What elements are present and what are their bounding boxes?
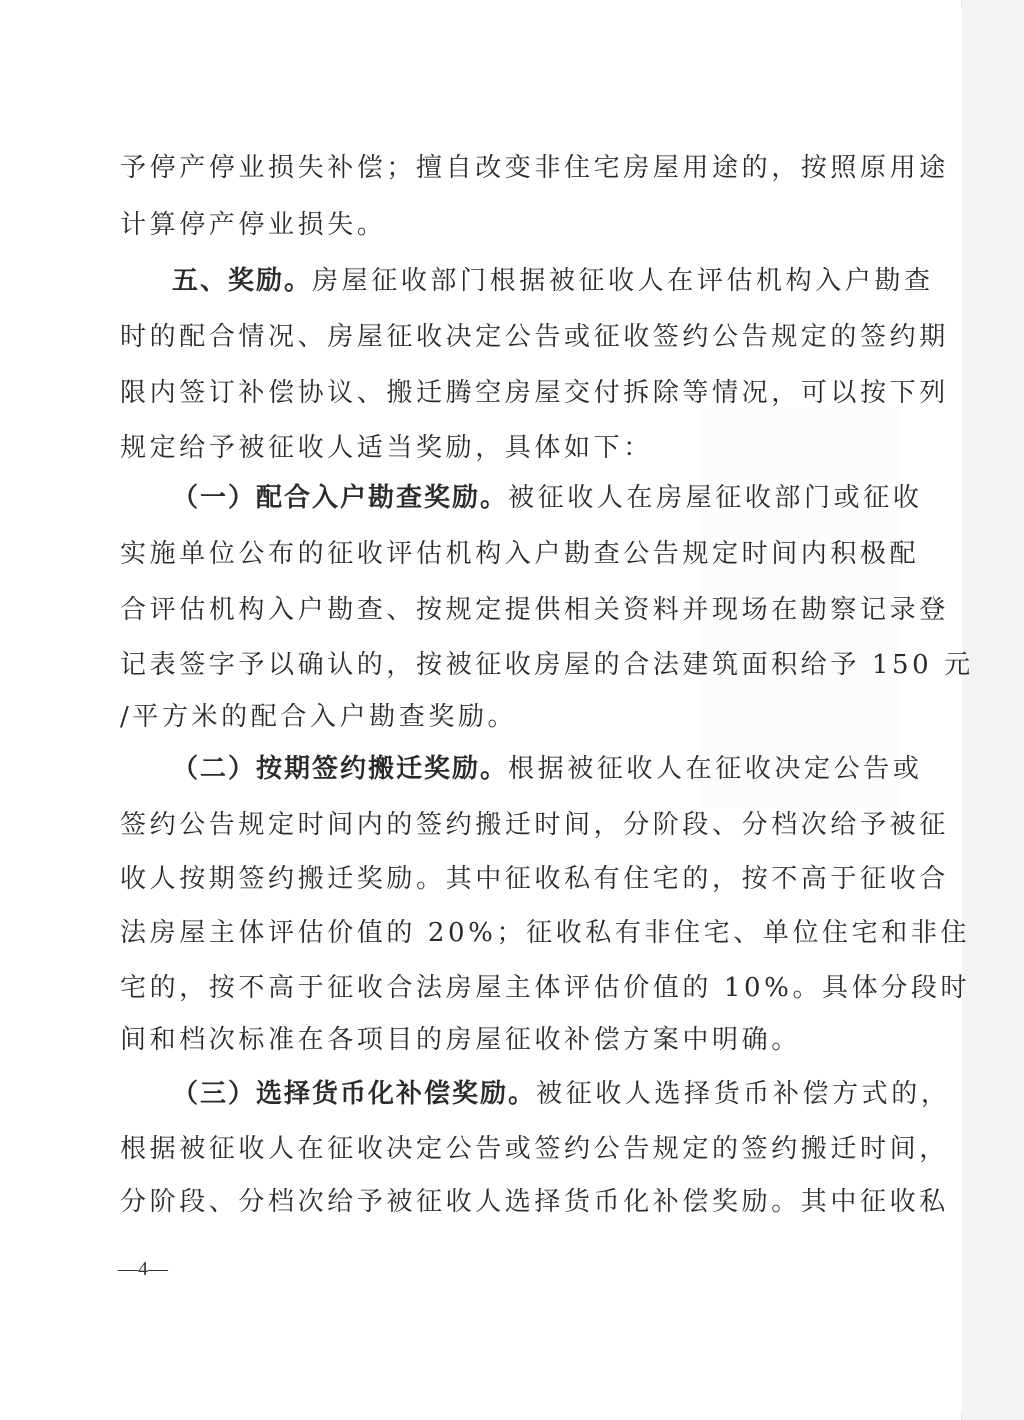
paragraph-line: 签约公告规定时间内的签约搬迁时间，分阶段、分档次给予被征: [120, 810, 949, 840]
paragraph-line: 法房屋主体评估价值的 20%；征收私有非住宅、单位住宅和非住: [120, 918, 971, 948]
subsection-heading-line: （二）按期签约搬迁奖励。根据被征收人在征收决定公告或: [172, 754, 923, 784]
paragraph-line: 间和档次标准在各项目的房屋征收补偿方案中明确。: [120, 1025, 801, 1055]
page-number: —4—: [118, 1258, 168, 1280]
paragraph-line: /平方米的配合入户勘查奖励。: [120, 702, 518, 732]
paragraph-line: 合评估机构入户勘查、按规定提供相关资料并现场在勘察记录登: [120, 595, 949, 625]
section-heading-line: 五、奖励。房屋征收部门根据被征收人在评估机构入户勘查: [172, 266, 934, 296]
page-edge: [961, 0, 1024, 1420]
subsection-heading: （三）选择货币化补偿奖励。: [172, 1079, 537, 1109]
paragraph-line: 宅的，按不高于征收合法房屋主体评估价值的 10%。具体分段时: [120, 973, 971, 1003]
paragraph-line: 予停产停业损失补偿；擅自改变非住宅房屋用途的，按照原用途: [120, 153, 949, 183]
subsection-heading: （一）配合入户勘查奖励。: [172, 483, 509, 513]
paragraph-line: 限内签订补偿协议、搬迁腾空房屋交付拆除等情况，可以按下列: [120, 378, 949, 408]
paragraph-line: 时的配合情况、房屋征收决定公告或征收签约公告规定的签约期: [120, 322, 949, 352]
paragraph-line: 分阶段、分档次给予被征收人选择货币化补偿奖励。其中征收私: [120, 1187, 949, 1217]
paragraph-line: 计算停产停业损失。: [120, 210, 387, 240]
paragraph-line: 收人按期签约搬迁奖励。其中征收私有住宅的，按不高于征收合: [120, 864, 949, 894]
section-heading: 五、奖励。: [172, 266, 313, 296]
subsection-heading-line: （一）配合入户勘查奖励。被征收人在房屋征收部门或征收: [172, 483, 923, 513]
paragraph-line: 规定给予被征收人适当奖励，具体如下：: [120, 433, 653, 463]
subsection-heading-line: （三）选择货币化补偿奖励。被征收人选择货币补偿方式的，: [172, 1079, 951, 1109]
paragraph-line: 记表签字予以确认的，按被征收房屋的合法建筑面积给予 150 元: [120, 650, 974, 680]
paragraph-line: 实施单位公布的征收评估机构入户勘查公告规定时间内积极配: [120, 539, 920, 569]
paragraph-line: 根据被征收人在征收决定公告或签约公告规定的签约搬迁时间，: [120, 1134, 949, 1164]
subsection-heading: （二）按期签约搬迁奖励。: [172, 754, 509, 784]
